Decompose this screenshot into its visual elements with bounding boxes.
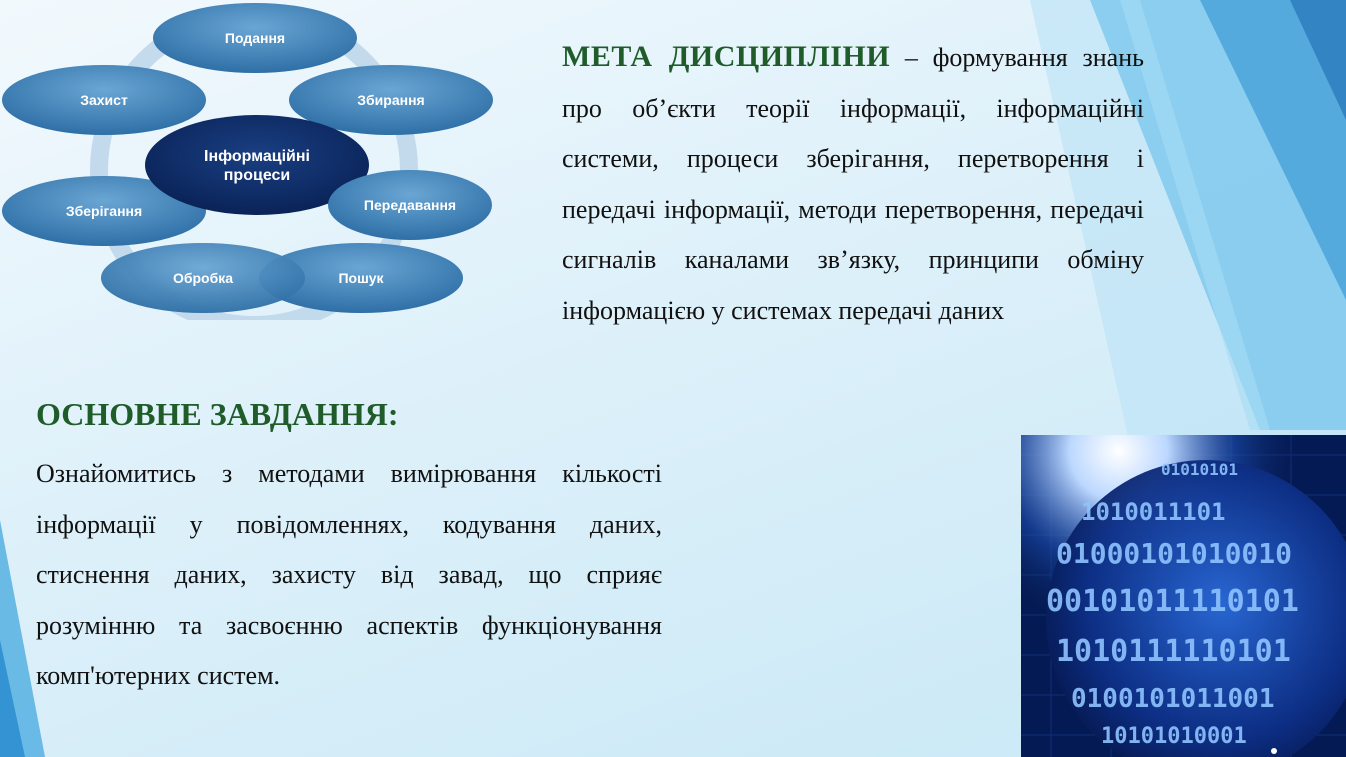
- svg-text:Захист: Захист: [80, 92, 128, 108]
- node-obrobka: [101, 243, 305, 313]
- svg-text:Пошук: Пошук: [338, 270, 384, 286]
- center-label-line1: Інформаційні: [204, 148, 310, 165]
- node-zakhyst: [2, 65, 206, 135]
- globe-row: 00101011110101: [1046, 584, 1299, 619]
- svg-text:Зберігання: Зберігання: [65, 203, 143, 219]
- task-text: Ознайомитись з методами вимірювання кількості інформації у повідомленнях, кодування даних, стиснення даних, захисту від завад, що сприяє розумінню та засвоєнню аспектів функціонування комп'ютерних систем.: [36, 459, 662, 690]
- svg-text:Збирання: Збирання: [357, 92, 425, 108]
- discipline-goal: [562, 32, 1144, 336]
- globe-row: 1010111110101: [1056, 634, 1291, 669]
- globe-row: 1010011101: [1081, 498, 1226, 526]
- node-peredavannia: [328, 170, 492, 240]
- center-label-line2: процеси: [223, 167, 291, 184]
- information-processes-diagram: [0, 0, 500, 320]
- globe-row: 0100101011001: [1071, 684, 1275, 714]
- goal-text: – формування знань про об’єкти теорії інформації, інформаційні системи, процеси зберігання, перетворення і передачі інформації, методи перетворення, передачі сигналів каналами зв’язку, принципи обміну інформацією у системах передачі даних: [562, 43, 1144, 325]
- task-title: ОСНОВНЕ ЗАВДАННЯ:: [36, 396, 399, 432]
- svg-text:Передавання: Передавання: [363, 197, 457, 213]
- globe-row: 01000101010010: [1056, 537, 1293, 570]
- binary-globe-image: [1021, 435, 1346, 757]
- globe-row: 01010101: [1161, 460, 1239, 479]
- goal-title: МЕТА ДИСЦИПЛІНИ: [562, 40, 891, 73]
- node-podannia: [153, 3, 357, 73]
- globe-row: 10101010001: [1101, 724, 1247, 749]
- svg-text:Подання: Подання: [224, 30, 286, 46]
- svg-text:Обробка: Обробка: [172, 270, 234, 286]
